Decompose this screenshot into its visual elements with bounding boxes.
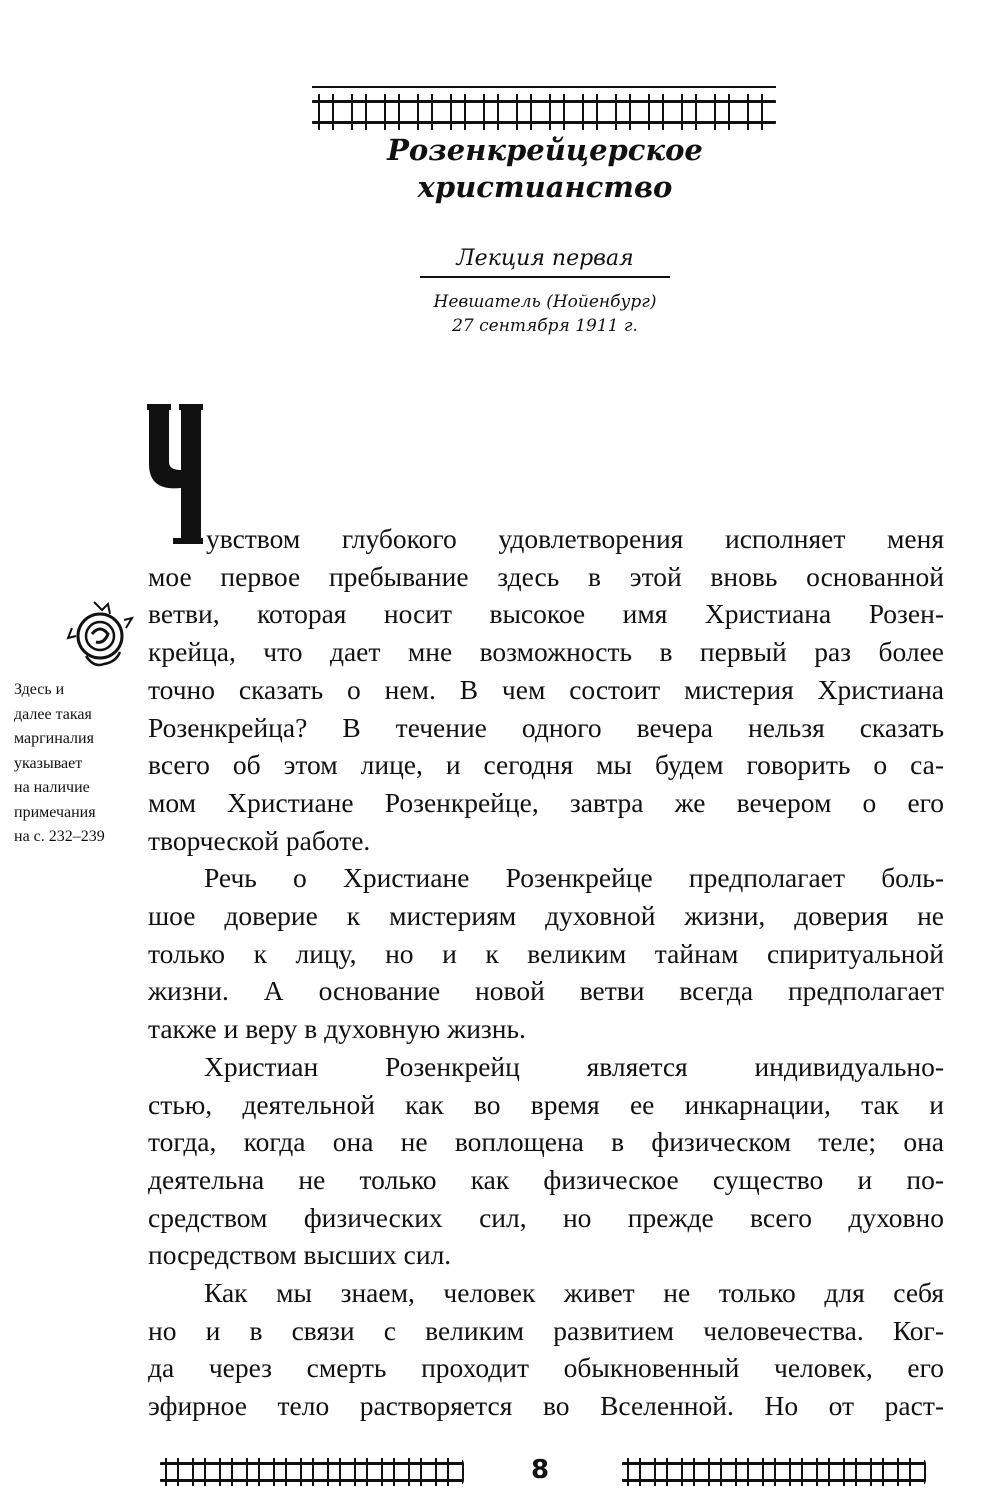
chapter-title [300,132,790,206]
margin-note [14,678,138,850]
header-ornament [312,86,776,130]
body-line: также и веру в духовную жизнь. [148,1013,526,1045]
page-number: 8 [530,1455,550,1485]
body-line: жизни. А основание новой ветви всегда предполагает [148,975,944,1007]
footer-ornament-left [160,1458,464,1486]
place: Невшатель (Нойенбург) [433,292,657,312]
body-line: мое первое пребывание здесь в этой вновь основанной [148,560,944,592]
body-line: Христиан Розенкрейц является индивидуально- [204,1050,944,1082]
margin-note-line: на с. 232–239 [14,828,105,845]
body-line: Как мы знаем, человек живет не только для себя [204,1277,944,1309]
body-line: крейца, что дает мне возможность в первый раз более [148,636,944,668]
body-text [148,520,944,1425]
header-rule [312,86,776,88]
body-line: творческой работе. [148,824,371,856]
title-line-1: Розенкрейцерское [387,133,703,167]
body-line: эфирное тело растворяется во Вселенной. Но от раст- [148,1390,944,1422]
margin-note-line: указывает [14,754,83,772]
body-line: ветви, которая носит высокое имя Христиана Розен- [148,598,944,630]
body-line: средством физических сил, но прежде всего духовно [148,1201,944,1233]
lecture-subtitle: Лекция первая [420,244,670,278]
date: 27 сентября 1911 г. [452,316,638,336]
body-line: только к лицу, но и к великим тайнам спиритуальной [148,937,944,969]
body-line: да через смерть проходит обыкновенный человек, его [148,1352,944,1384]
body-line: посредством высших сил. [148,1239,452,1271]
body-line: тогда, когда она не воплощена в физическом теле; она [148,1126,944,1158]
margin-note-line: Здесь и [14,681,65,698]
body-line: шое доверие к мистериям духовной жизни, доверия не [148,900,944,932]
margin-note-line: далее такая [14,705,92,723]
footer-ornament-right [622,1458,926,1486]
body-line: увством глубокого удовлетворения исполняет меня [206,523,944,554]
body-line: деятельна не только как физическое существо и по- [148,1163,944,1195]
margin-note-line: маргиналия [14,730,94,747]
body-line: Речь о Христиане Розенкрейце предполагает боль- [204,862,944,894]
place-date [380,290,710,338]
ornament-band [312,94,776,130]
body-line: стью, деятельной как во время ее инкарнации, так и [148,1088,944,1120]
body-line: точно сказать о нем. В чем состоит мистерия Христиана [148,673,944,705]
margin-note-line: на наличие [14,779,90,796]
body-line: мом Христиане Розенкрейце, завтра же вечером о его [148,786,944,818]
title-line-2: христианство [417,170,673,204]
body-line: всего об этом лице, и сегодня мы будем говорить о са- [148,749,944,781]
body-line: но и в связи с великим развитием человечества. Ког- [148,1314,944,1346]
body-line: Розенкрейца? В течение одного вечера нельзя сказать [148,711,944,743]
margin-note-line: примечания [14,803,96,821]
rose-icon [64,598,136,670]
